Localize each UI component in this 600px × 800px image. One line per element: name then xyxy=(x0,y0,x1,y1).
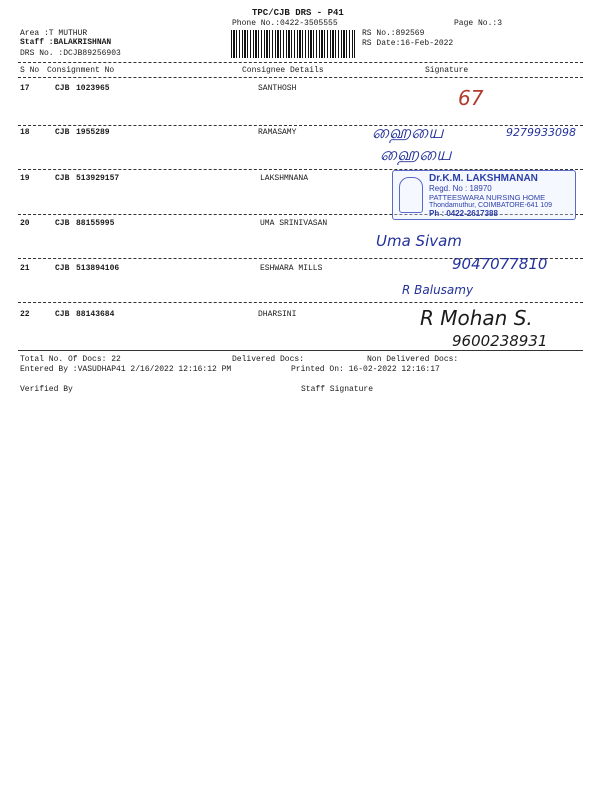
stamp-reg: Regd. No : 18970 xyxy=(429,184,492,193)
row-prefix: CJB xyxy=(55,174,70,183)
stamp-hospital: PATTEESWARA NURSING HOME xyxy=(429,193,546,202)
phone-row-22: 9600238931 xyxy=(452,332,548,350)
row-consignee: RAMASAMY xyxy=(258,128,297,137)
signature-row-18: ஹையை xyxy=(372,122,444,143)
entered-by: Entered By :VASUDHAP41 2/16/2022 12:16:12 PM xyxy=(20,365,232,374)
column-divider xyxy=(18,77,583,78)
staff-signature: Staff Signature xyxy=(301,385,374,394)
row-sno: 19 xyxy=(20,174,30,183)
printed-on: Printed On: 16-02-2022 12:16:17 xyxy=(291,365,440,374)
row-sno: 18 xyxy=(20,128,30,137)
row-prefix: CJB xyxy=(55,128,70,137)
rs-date: RS Date:16-Feb-2022 xyxy=(362,39,454,48)
phone-row-18: 9279933098 xyxy=(506,126,576,139)
row-divider xyxy=(18,125,583,126)
total-docs: Total No. Of Docs: 22 xyxy=(20,355,121,364)
rs-number: RS No.:892569 xyxy=(362,29,425,38)
col-sno: S No xyxy=(20,66,40,75)
verified-by: Verified By xyxy=(20,385,73,394)
row-consignment: 88143684 xyxy=(76,310,115,319)
row-prefix: CJB xyxy=(55,310,70,319)
page-number: Page No.:3 xyxy=(454,19,503,28)
signature-row-20: Uma Sivam xyxy=(376,232,462,250)
row-prefix: CJB xyxy=(55,84,70,93)
row-consignee: ESHWARA MILLS xyxy=(260,264,323,273)
row-consignee: SANTHOSH xyxy=(258,84,297,93)
signature-row-22: R Mohan S. xyxy=(420,306,533,330)
row-consignment: 513894106 xyxy=(76,264,120,273)
row-sno: 17 xyxy=(20,84,30,93)
stamp-name: Dr.K.M. LAKSHMANAN xyxy=(429,173,538,184)
signature-row-18b: ஹையை xyxy=(380,144,452,165)
row-sno: 20 xyxy=(20,219,30,228)
col-consignment: Consignment No xyxy=(47,66,115,75)
row-consignee: LAKSHMNANA xyxy=(260,174,309,183)
barcode xyxy=(231,30,355,58)
table-bottom-line xyxy=(18,350,583,351)
staff-label: Staff :BALAKRISHNAN xyxy=(20,38,112,47)
row-divider xyxy=(18,302,583,303)
doctor-stamp xyxy=(392,170,576,220)
col-signature: Signature xyxy=(425,66,469,75)
row-consignment: 1023965 xyxy=(76,84,110,93)
drs-number: DRS No. :DCJB89256903 xyxy=(20,49,121,58)
signature-row-21: R Balusamy xyxy=(402,283,474,297)
header-divider xyxy=(18,62,583,63)
phone-number: Phone No.:0422-3505555 xyxy=(232,19,338,28)
row-consignee: DHARSINI xyxy=(258,310,297,319)
delivered-docs: Delivered Docs: xyxy=(232,355,305,364)
deity-figure-icon xyxy=(399,177,423,213)
document-title: TPC/CJB DRS - P41 xyxy=(252,8,344,18)
row-consignment: 88155995 xyxy=(76,219,115,228)
non-delivered-docs: Non Delivered Docs: xyxy=(367,355,459,364)
row-consignee: UMA SRINIVASAN xyxy=(260,219,328,228)
row-prefix: CJB xyxy=(55,219,70,228)
row-prefix: CJB xyxy=(55,264,70,273)
handwritten-mark: 67 xyxy=(458,86,484,110)
area-label: Area :T MUTHUR xyxy=(20,29,88,38)
phone-row-21: 9047077810 xyxy=(452,255,548,273)
row-sno: 22 xyxy=(20,310,30,319)
row-consignment: 1955289 xyxy=(76,128,110,137)
row-consignment: 513929157 xyxy=(76,174,120,183)
col-consignee: Consignee Details xyxy=(242,66,324,75)
row-sno: 21 xyxy=(20,264,30,273)
stamp-phone: Ph : 0422-2617388 xyxy=(429,209,498,218)
stamp-address: Thondamuthur, COIMBATORE-641 109 xyxy=(429,202,553,209)
